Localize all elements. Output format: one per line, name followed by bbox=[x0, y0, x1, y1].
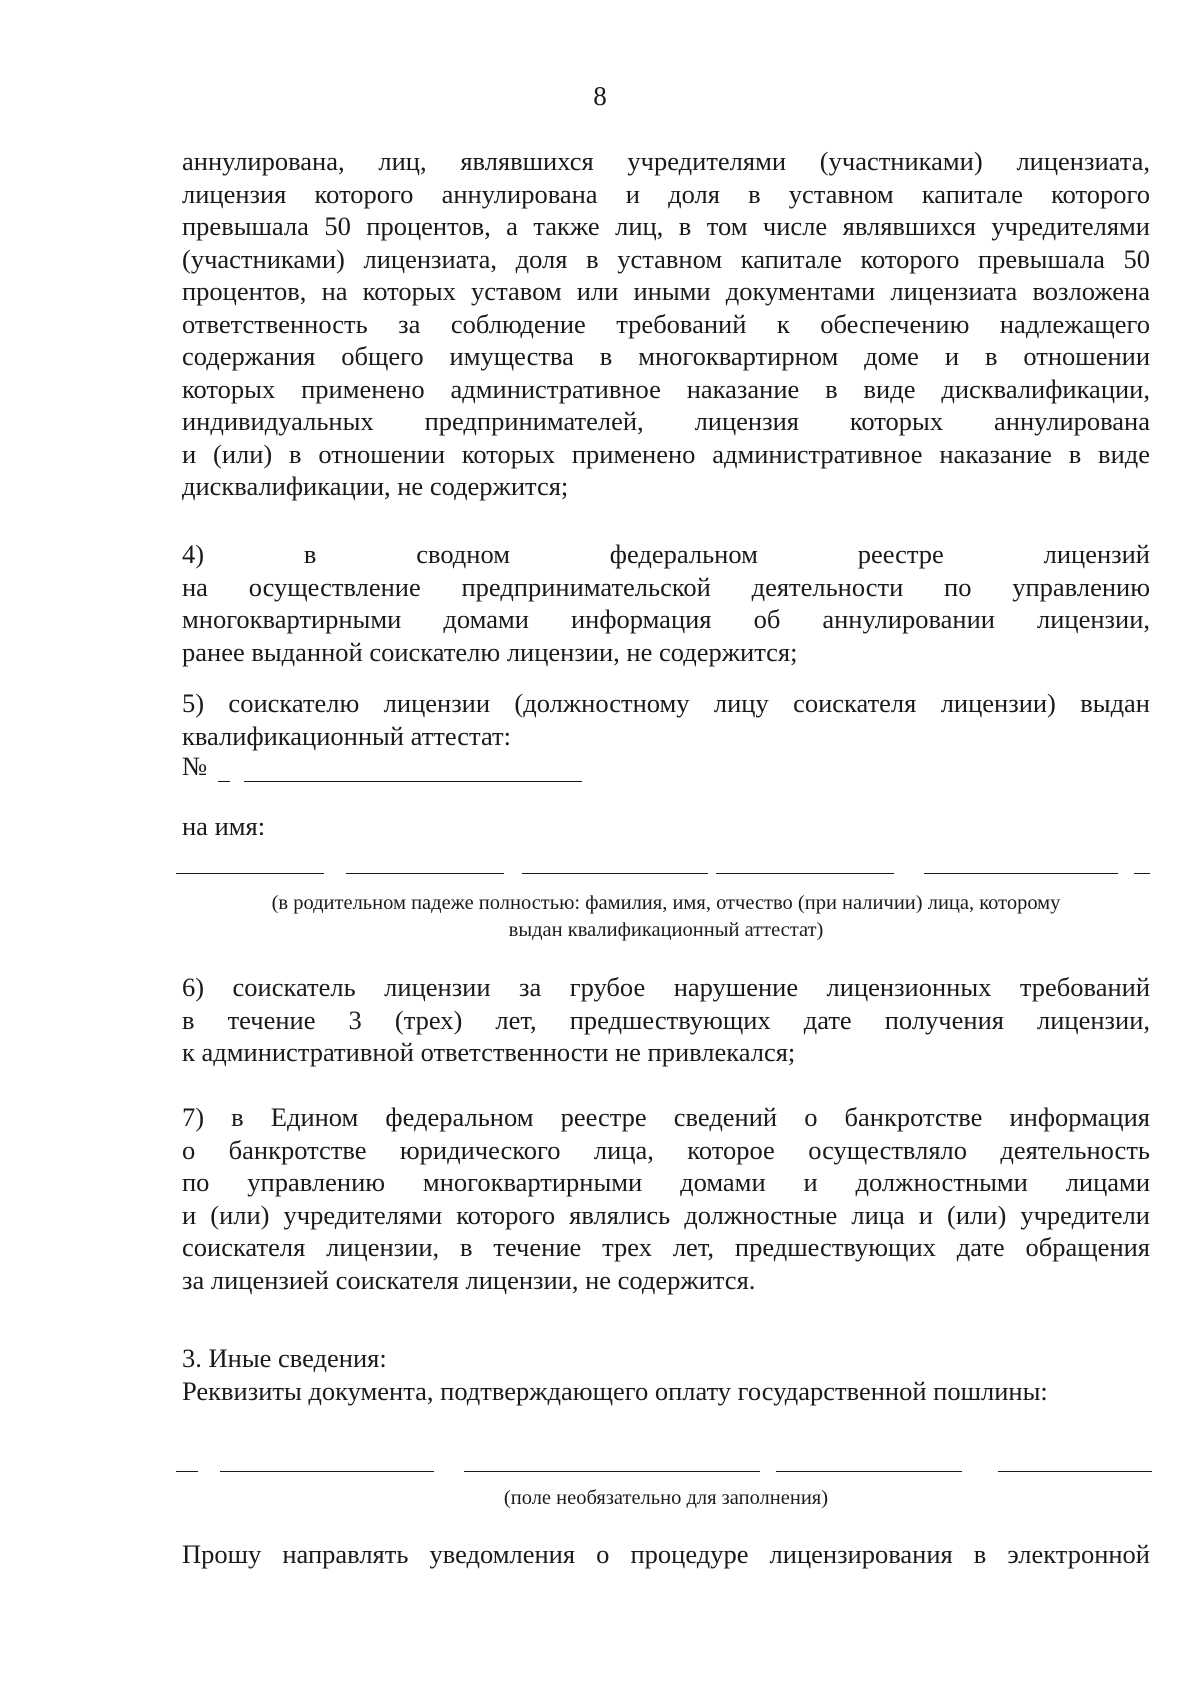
item-4-line: 4) в сводном федеральном реестре лицензий bbox=[182, 539, 1150, 569]
item-7-line: соискателя лицензии, в течение трех лет, предшествующих дате обращения bbox=[182, 1232, 1150, 1262]
paragraph-line: которых применено административное наказание в виде дисквалификации, bbox=[182, 373, 1150, 404]
paragraph-line: аннулирована, лиц, являвшихся учредителями (участниками) лицензиата, bbox=[182, 146, 1150, 176]
item-4-line: на осуществление предпринимательской деятельности по управлению bbox=[182, 571, 1150, 602]
name-label-block bbox=[182, 810, 1150, 843]
section-3 bbox=[182, 1342, 1150, 1407]
item-7-line: за лицензией соискателя лицензии, не содержится. bbox=[182, 1264, 756, 1295]
certificate-number-label: № bbox=[182, 751, 208, 781]
paragraph-line: индивидуальных предпринимателей, лицензия которых аннулирована bbox=[182, 406, 1150, 436]
item-6-line: 6) соискатель лицензии за грубое нарушение лицензионных требований bbox=[182, 972, 1150, 1002]
name-label: на имя: bbox=[182, 811, 266, 841]
name-field-segment[interactable] bbox=[716, 873, 894, 874]
caption-line: (в родительном падеже полностью: фамилия, имя, отчество (при наличии) лица, которому bbox=[271, 892, 1061, 914]
name-field-segment[interactable] bbox=[924, 873, 1118, 874]
payment-field-caption: (поле необязательно для заполнения) bbox=[503, 1487, 829, 1509]
item-7-line: и (или) учредителями которого являлись должностные лица и (или) учредители bbox=[182, 1199, 1150, 1230]
item-4 bbox=[182, 538, 1150, 668]
paragraph-continuation bbox=[182, 145, 1150, 503]
item-4-line: многоквартирными домами информация об аннулировании лицензии, bbox=[182, 604, 1150, 634]
name-field-caption bbox=[182, 890, 1150, 944]
name-field-segment[interactable] bbox=[522, 873, 708, 874]
item-6-line: в течение 3 (трех) лет, предшествующих дате получения лицензии, bbox=[182, 1004, 1150, 1035]
closing-paragraph bbox=[182, 1538, 1150, 1571]
certificate-number-field[interactable] bbox=[218, 781, 230, 782]
page-number: 8 bbox=[593, 81, 607, 111]
payment-field-segment[interactable] bbox=[176, 1471, 198, 1472]
item-6 bbox=[182, 971, 1150, 1069]
name-field-segment[interactable] bbox=[346, 873, 504, 874]
paragraph-line: (участниками) лицензиата, доля в уставном капитале которого превышала 50 bbox=[182, 243, 1150, 274]
item-5 bbox=[182, 687, 1150, 752]
payment-field-segment[interactable] bbox=[998, 1471, 1152, 1472]
payment-label: Реквизиты документа, подтверждающего оплату государственной пошлины: bbox=[182, 1375, 1048, 1406]
item-5-line: квалификационный аттестат: bbox=[182, 720, 511, 751]
paragraph-line: дисквалификации, не содержится; bbox=[182, 471, 569, 501]
certificate-number-field-line[interactable] bbox=[244, 781, 582, 782]
name-field-segment[interactable] bbox=[176, 873, 324, 874]
payment-field-segment[interactable] bbox=[464, 1471, 760, 1472]
paragraph-line: превышала 50 процентов, а также лиц, в том числе являвшихся учредителями bbox=[182, 211, 1150, 241]
closing-line: Прошу направлять уведомления о процедуре лицензирования в электронной bbox=[182, 1539, 1150, 1569]
item-7-line: по управлению многоквартирными домами и должностными лицами bbox=[182, 1167, 1150, 1197]
item-7-line: 7) в Едином федеральном реестре сведений о банкротстве информация bbox=[182, 1102, 1150, 1132]
caption-line: выдан квалификационный аттестат) bbox=[508, 919, 824, 941]
item-7-line: о банкротстве юридического лица, которое осуществляло деятельность bbox=[182, 1134, 1150, 1165]
section-3-heading: 3. Иные сведения: bbox=[182, 1343, 387, 1373]
name-field-segment[interactable] bbox=[1134, 873, 1150, 874]
item-7 bbox=[182, 1101, 1150, 1296]
paragraph-line: ответственность за соблюдение требований к обеспечению надлежащего bbox=[182, 308, 1150, 339]
paragraph-line: и (или) в отношении которых применено административное наказание в виде bbox=[182, 438, 1150, 469]
payment-field-segment[interactable] bbox=[220, 1471, 434, 1472]
item-6-line: к административной ответственности не привлекался; bbox=[182, 1037, 796, 1067]
paragraph-line: содержания общего имущества в многоквартирном доме и в отношении bbox=[182, 341, 1150, 371]
payment-field-segment[interactable] bbox=[776, 1471, 962, 1472]
paragraph-line: процентов, на которых уставом или иными документами лицензиата возложена bbox=[182, 276, 1150, 306]
item-5-line: 5) соискателю лицензии (должностному лицу соискателя лицензии) выдан bbox=[182, 688, 1150, 718]
item-4-line: ранее выданной соискателю лицензии, не содержится; bbox=[182, 636, 798, 667]
paragraph-line: лицензия которого аннулирована и доля в уставном капитале которого bbox=[182, 178, 1150, 209]
